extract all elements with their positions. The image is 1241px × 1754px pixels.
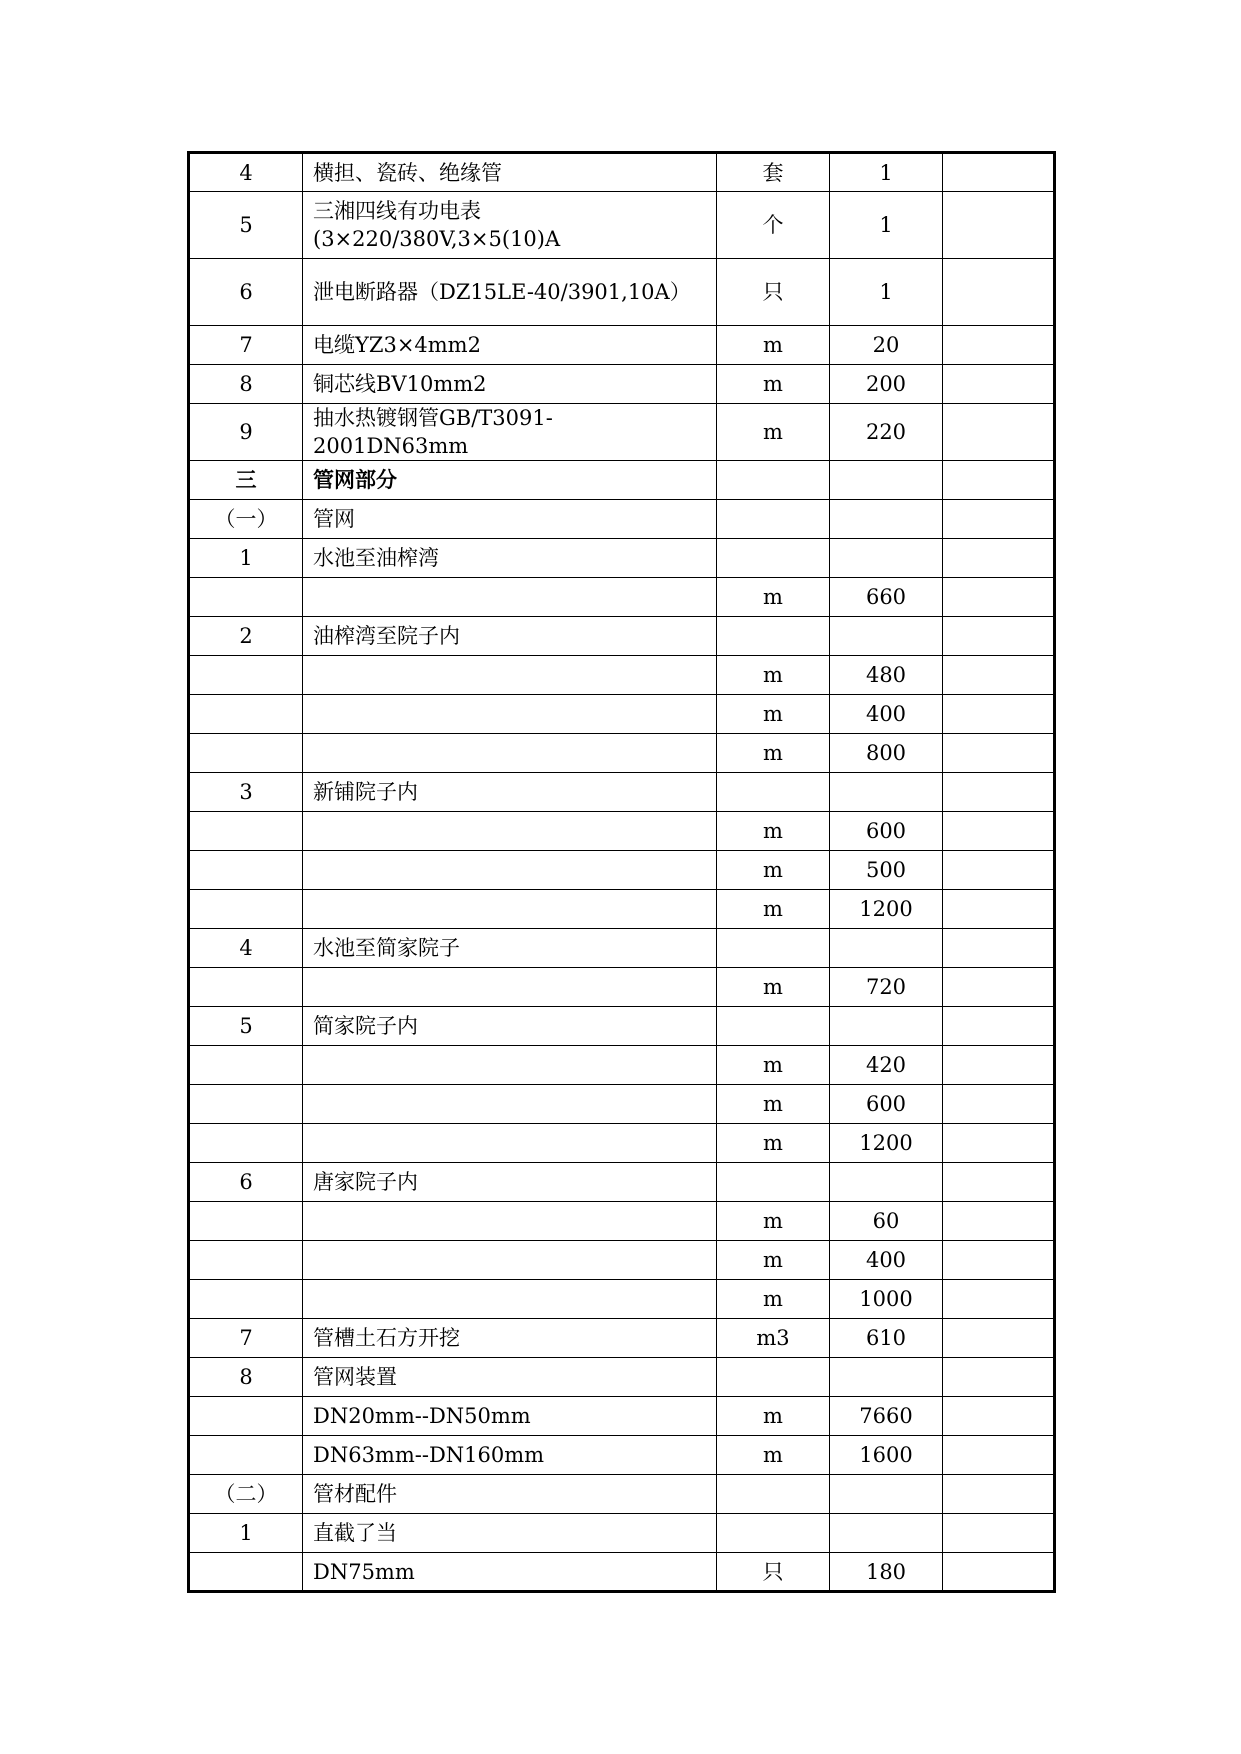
item-number-cell	[189, 1436, 303, 1475]
table-row	[189, 365, 1055, 404]
item-name-cell: DN63mm--DN160mm	[303, 1436, 717, 1475]
remark-cell	[943, 500, 1055, 539]
item-name-cell: 水池至简家院子	[303, 929, 717, 968]
remark-cell	[943, 968, 1055, 1007]
remark-cell	[943, 812, 1055, 851]
quantity-cell: 610	[830, 1319, 943, 1358]
item-name-cell: 电缆YZ3×4mm2	[303, 326, 717, 365]
unit-cell: m	[717, 1202, 830, 1241]
remark-cell	[943, 851, 1055, 890]
table-row	[189, 1319, 1055, 1358]
item-name-cell	[303, 695, 717, 734]
item-number-cell: （一）	[189, 500, 303, 539]
quantity-cell: 600	[830, 1085, 943, 1124]
unit-cell	[717, 1475, 830, 1514]
remark-cell	[943, 153, 1055, 192]
item-number-cell: 三	[189, 461, 303, 500]
quantity-cell: 400	[830, 695, 943, 734]
table-row	[189, 851, 1055, 890]
item-number-cell: 6	[189, 259, 303, 326]
unit-cell	[717, 461, 830, 500]
unit-cell: 只	[717, 259, 830, 326]
item-name-cell	[303, 968, 717, 1007]
table-row	[189, 1280, 1055, 1319]
remark-cell	[943, 259, 1055, 326]
unit-cell	[717, 1514, 830, 1553]
unit-cell: m	[717, 404, 830, 461]
remark-cell	[943, 461, 1055, 500]
item-name-cell: 管材配件	[303, 1475, 717, 1514]
remark-cell	[943, 1085, 1055, 1124]
item-number-cell: 3	[189, 773, 303, 812]
table-row	[189, 1475, 1055, 1514]
table-row	[189, 1514, 1055, 1553]
unit-cell	[717, 617, 830, 656]
item-number-cell: 8	[189, 365, 303, 404]
item-name-cell: 三湘四线有功电表(3×220/380V,3×5(10)A	[303, 192, 717, 259]
item-number-cell: 8	[189, 1358, 303, 1397]
item-number-cell	[189, 695, 303, 734]
unit-cell: m	[717, 851, 830, 890]
table-row	[189, 617, 1055, 656]
item-name-cell: 泄电断路器（DZ15LE-40/3901,10A）	[303, 259, 717, 326]
quantity-cell: 1200	[830, 890, 943, 929]
table-row	[189, 734, 1055, 773]
unit-cell: m	[717, 578, 830, 617]
item-number-cell: 7	[189, 326, 303, 365]
table-row	[189, 1046, 1055, 1085]
unit-cell: m	[717, 365, 830, 404]
table-row	[189, 929, 1055, 968]
item-name-cell	[303, 734, 717, 773]
unit-cell	[717, 1007, 830, 1046]
remark-cell	[943, 1280, 1055, 1319]
remark-cell	[943, 695, 1055, 734]
item-name-cell	[303, 1124, 717, 1163]
table-row	[189, 539, 1055, 578]
remark-cell	[943, 1163, 1055, 1202]
remark-cell	[943, 1436, 1055, 1475]
remark-cell	[943, 365, 1055, 404]
unit-cell: 个	[717, 192, 830, 259]
quantity-cell: 7660	[830, 1397, 943, 1436]
quantity-cell	[830, 617, 943, 656]
unit-cell: m	[717, 734, 830, 773]
item-number-cell	[189, 1280, 303, 1319]
table-row	[189, 1241, 1055, 1280]
table-row	[189, 968, 1055, 1007]
remark-cell	[943, 656, 1055, 695]
quantity-cell	[830, 773, 943, 812]
item-number-cell	[189, 851, 303, 890]
item-number-cell	[189, 734, 303, 773]
table-row	[189, 326, 1055, 365]
item-number-cell: 1	[189, 539, 303, 578]
table-row	[189, 153, 1055, 192]
remark-cell	[943, 1241, 1055, 1280]
table-row	[189, 1007, 1055, 1046]
table-row	[189, 1358, 1055, 1397]
quantity-cell	[830, 1358, 943, 1397]
item-number-cell: 9	[189, 404, 303, 461]
item-number-cell	[189, 1553, 303, 1592]
unit-cell: m	[717, 890, 830, 929]
item-name-cell	[303, 1046, 717, 1085]
quantity-cell: 1600	[830, 1436, 943, 1475]
quantity-cell: 220	[830, 404, 943, 461]
remark-cell	[943, 326, 1055, 365]
table-row	[189, 192, 1055, 259]
item-number-cell: 7	[189, 1319, 303, 1358]
remark-cell	[943, 1046, 1055, 1085]
item-name-cell	[303, 1241, 717, 1280]
item-name-cell: 管网	[303, 500, 717, 539]
item-name-cell: 简家院子内	[303, 1007, 717, 1046]
remark-cell	[943, 1319, 1055, 1358]
item-name-cell: 直截了当	[303, 1514, 717, 1553]
item-number-cell: 6	[189, 1163, 303, 1202]
item-name-cell	[303, 656, 717, 695]
remark-cell	[943, 890, 1055, 929]
unit-cell: m	[717, 695, 830, 734]
quantity-cell	[830, 1163, 943, 1202]
remark-cell	[943, 192, 1055, 259]
item-name-cell: 唐家院子内	[303, 1163, 717, 1202]
quantity-cell: 1200	[830, 1124, 943, 1163]
quantity-cell: 1	[830, 192, 943, 259]
table-row	[189, 259, 1055, 326]
table-row	[189, 1436, 1055, 1475]
item-number-cell	[189, 1046, 303, 1085]
table-row	[189, 812, 1055, 851]
remark-cell	[943, 1475, 1055, 1514]
item-name-cell	[303, 1202, 717, 1241]
unit-cell	[717, 929, 830, 968]
remark-cell	[943, 578, 1055, 617]
table-row	[189, 1124, 1055, 1163]
table-row	[189, 1085, 1055, 1124]
quantity-cell: 1	[830, 259, 943, 326]
unit-cell: m	[717, 326, 830, 365]
item-number-cell	[189, 1202, 303, 1241]
item-number-cell: 5	[189, 192, 303, 259]
unit-cell	[717, 773, 830, 812]
item-name-cell	[303, 1085, 717, 1124]
unit-cell	[717, 1358, 830, 1397]
quantity-cell	[830, 929, 943, 968]
unit-cell: m	[717, 812, 830, 851]
item-number-cell: 1	[189, 1514, 303, 1553]
table-row	[189, 500, 1055, 539]
table-row	[189, 773, 1055, 812]
quantity-cell: 1	[830, 153, 943, 192]
quantity-cell: 420	[830, 1046, 943, 1085]
item-name-cell: 新铺院子内	[303, 773, 717, 812]
remark-cell	[943, 404, 1055, 461]
quantity-cell: 800	[830, 734, 943, 773]
unit-cell: m	[717, 1124, 830, 1163]
item-name-cell	[303, 890, 717, 929]
item-name-cell: 横担、瓷砖、绝缘管	[303, 153, 717, 192]
item-name-cell: 抽水热镀钢管GB/T3091-2001DN63mm	[303, 404, 717, 461]
table-row	[189, 578, 1055, 617]
remark-cell	[943, 1124, 1055, 1163]
unit-cell: m	[717, 1436, 830, 1475]
remark-cell	[943, 734, 1055, 773]
item-name-cell	[303, 1280, 717, 1319]
unit-cell: m	[717, 1241, 830, 1280]
remark-cell	[943, 1514, 1055, 1553]
item-number-cell: （二）	[189, 1475, 303, 1514]
item-name-cell: 水池至油榨湾	[303, 539, 717, 578]
table-row	[189, 1202, 1055, 1241]
quantity-cell	[830, 500, 943, 539]
item-name-cell: 油榨湾至院子内	[303, 617, 717, 656]
item-number-cell: 5	[189, 1007, 303, 1046]
item-number-cell	[189, 812, 303, 851]
table-row	[189, 695, 1055, 734]
quantity-cell	[830, 1475, 943, 1514]
remark-cell	[943, 1553, 1055, 1592]
unit-cell	[717, 500, 830, 539]
item-name-cell: DN75mm	[303, 1553, 717, 1592]
quantity-cell	[830, 1514, 943, 1553]
item-name-cell	[303, 812, 717, 851]
item-number-cell	[189, 1241, 303, 1280]
quantity-cell: 500	[830, 851, 943, 890]
item-number-cell: 4	[189, 153, 303, 192]
quantity-cell: 180	[830, 1553, 943, 1592]
item-number-cell	[189, 1397, 303, 1436]
quantity-cell: 20	[830, 326, 943, 365]
table-body	[189, 153, 1055, 1592]
remark-cell	[943, 617, 1055, 656]
item-number-cell	[189, 968, 303, 1007]
unit-cell: m	[717, 1046, 830, 1085]
item-name-cell: 管槽土石方开挖	[303, 1319, 717, 1358]
table-row	[189, 461, 1055, 500]
quantity-cell: 1000	[830, 1280, 943, 1319]
table-row	[189, 890, 1055, 929]
quantity-cell	[830, 461, 943, 500]
remark-cell	[943, 1358, 1055, 1397]
quantity-cell: 400	[830, 1241, 943, 1280]
quantity-cell: 720	[830, 968, 943, 1007]
remark-cell	[943, 1202, 1055, 1241]
remark-cell	[943, 773, 1055, 812]
item-number-cell	[189, 1124, 303, 1163]
quantity-cell	[830, 539, 943, 578]
quantity-cell: 200	[830, 365, 943, 404]
quantity-cell: 660	[830, 578, 943, 617]
table-row	[189, 404, 1055, 461]
item-name-cell: 管网部分	[303, 461, 717, 500]
materials-table	[187, 151, 1056, 1593]
item-number-cell	[189, 890, 303, 929]
item-name-cell: DN20mm--DN50mm	[303, 1397, 717, 1436]
unit-cell: m	[717, 1085, 830, 1124]
remark-cell	[943, 1007, 1055, 1046]
item-number-cell: 2	[189, 617, 303, 656]
unit-cell: m	[717, 968, 830, 1007]
item-number-cell: 4	[189, 929, 303, 968]
item-name-cell: 管网装置	[303, 1358, 717, 1397]
unit-cell: m	[717, 656, 830, 695]
item-number-cell	[189, 578, 303, 617]
item-number-cell	[189, 656, 303, 695]
quantity-cell: 60	[830, 1202, 943, 1241]
unit-cell	[717, 1163, 830, 1202]
item-name-cell	[303, 578, 717, 617]
quantity-cell: 480	[830, 656, 943, 695]
table-row	[189, 1553, 1055, 1592]
unit-cell: 套	[717, 153, 830, 192]
item-name-cell	[303, 851, 717, 890]
table-row	[189, 1397, 1055, 1436]
table-row	[189, 656, 1055, 695]
unit-cell	[717, 539, 830, 578]
unit-cell: m	[717, 1280, 830, 1319]
remark-cell	[943, 1397, 1055, 1436]
quantity-cell	[830, 1007, 943, 1046]
unit-cell: m3	[717, 1319, 830, 1358]
quantity-cell: 600	[830, 812, 943, 851]
remark-cell	[943, 929, 1055, 968]
remark-cell	[943, 539, 1055, 578]
item-number-cell	[189, 1085, 303, 1124]
item-name-cell: 铜芯线BV10mm2	[303, 365, 717, 404]
unit-cell: 只	[717, 1553, 830, 1592]
unit-cell: m	[717, 1397, 830, 1436]
table-row	[189, 1163, 1055, 1202]
